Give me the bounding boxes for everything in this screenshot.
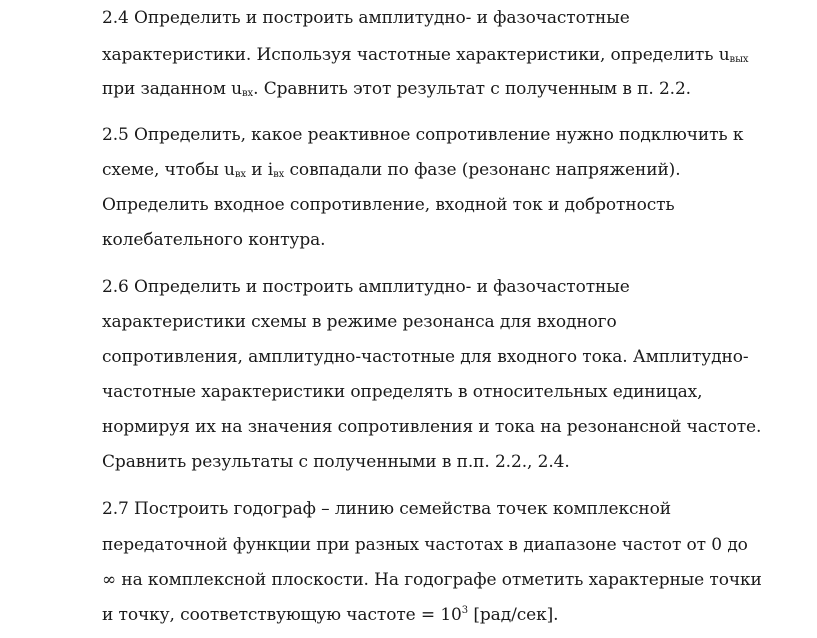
i-in-subscript: вх bbox=[273, 169, 285, 180]
section-2-4-text-3b: . Сравнить этот результат с полученным в п. 2.2. bbox=[253, 79, 691, 99]
section-2-6-line-2 bbox=[102, 311, 617, 333]
section-2-4-text-2: характеристики. Используя частотные характеристики, определить u bbox=[102, 45, 730, 65]
u-out-subscript: вых bbox=[729, 54, 749, 65]
section-2-7-text-4b: [рад/сек]. bbox=[468, 605, 559, 625]
section-2-5-text-2b: и i bbox=[245, 160, 274, 180]
section-2-6-line-5 bbox=[102, 416, 761, 438]
section-2-5-line-3 bbox=[102, 194, 675, 216]
section-2-6-text-2: характеристики схемы в режиме резонанса для входного bbox=[102, 312, 617, 332]
section-2-5-line-4 bbox=[102, 229, 325, 251]
section-2-6-text-1: 2.6 Определить и построить амплитудно- и фазочастотные bbox=[102, 277, 630, 297]
u-in-subscript: вх bbox=[242, 88, 254, 99]
section-2-5-text-2c: совпадали по фазе (резонанс напряжений). bbox=[284, 160, 681, 180]
section-2-7-text-2: передаточной функции при разных частотах в диапазоне частот от 0 до bbox=[102, 535, 748, 555]
section-2-7-line-3 bbox=[102, 569, 762, 591]
section-2-6-text-4: частотные характеристики определять в относительных единицах, bbox=[102, 382, 703, 402]
section-2-6-line-3 bbox=[102, 346, 749, 368]
section-2-6-line-6 bbox=[102, 451, 570, 473]
section-2-7-line-1 bbox=[102, 498, 671, 520]
section-2-4-text-3a: при заданном u bbox=[102, 79, 243, 99]
section-2-6-text-5: нормируя их на значения сопротивления и тока на резонансной частоте. bbox=[102, 417, 762, 437]
section-2-4-line-3 bbox=[102, 78, 691, 100]
section-2-6-text-6: Сравнить результаты с полученными в п.п. 2.2., 2.4. bbox=[102, 452, 570, 472]
section-2-5-text-2a: схеме, чтобы u bbox=[102, 160, 235, 180]
section-2-7-text-3: ∞ на комплексной плоскости. На годографе отметить характерные точки bbox=[102, 570, 762, 590]
section-2-6-line-4 bbox=[102, 381, 702, 403]
section-2-4-line-2 bbox=[102, 44, 748, 66]
section-2-5-text-4: колебательного контура. bbox=[102, 230, 326, 250]
section-2-6-text-3: сопротивления, амплитудно-частотные для входного тока. Амплитудно- bbox=[102, 347, 749, 367]
section-2-7-line-4 bbox=[102, 604, 558, 626]
section-2-5-text-3: Определить входное сопротивление, входной ток и добротность bbox=[102, 195, 675, 215]
section-2-7-text-1: 2.7 Построить годограф – линию семейства точек комплексной bbox=[102, 499, 672, 519]
section-2-7-text-4a: и точку, соответствующую частоте = 10 bbox=[102, 605, 462, 625]
section-2-5-text-1: 2.5 Определить, какое реактивное сопротивление нужно подключить к bbox=[102, 125, 744, 145]
u-in-subscript: вх bbox=[234, 169, 246, 180]
section-2-5-line-2 bbox=[102, 159, 681, 181]
section-2-4-line-1 bbox=[102, 7, 630, 29]
section-2-7-line-2 bbox=[102, 534, 748, 556]
power-superscript: 3 bbox=[461, 605, 469, 616]
section-2-5-line-1 bbox=[102, 124, 743, 146]
section-2-4-text-1: 2.4 Определить и построить амплитудно- и фазочастотные bbox=[102, 8, 630, 28]
section-2-6-line-1 bbox=[102, 276, 630, 298]
